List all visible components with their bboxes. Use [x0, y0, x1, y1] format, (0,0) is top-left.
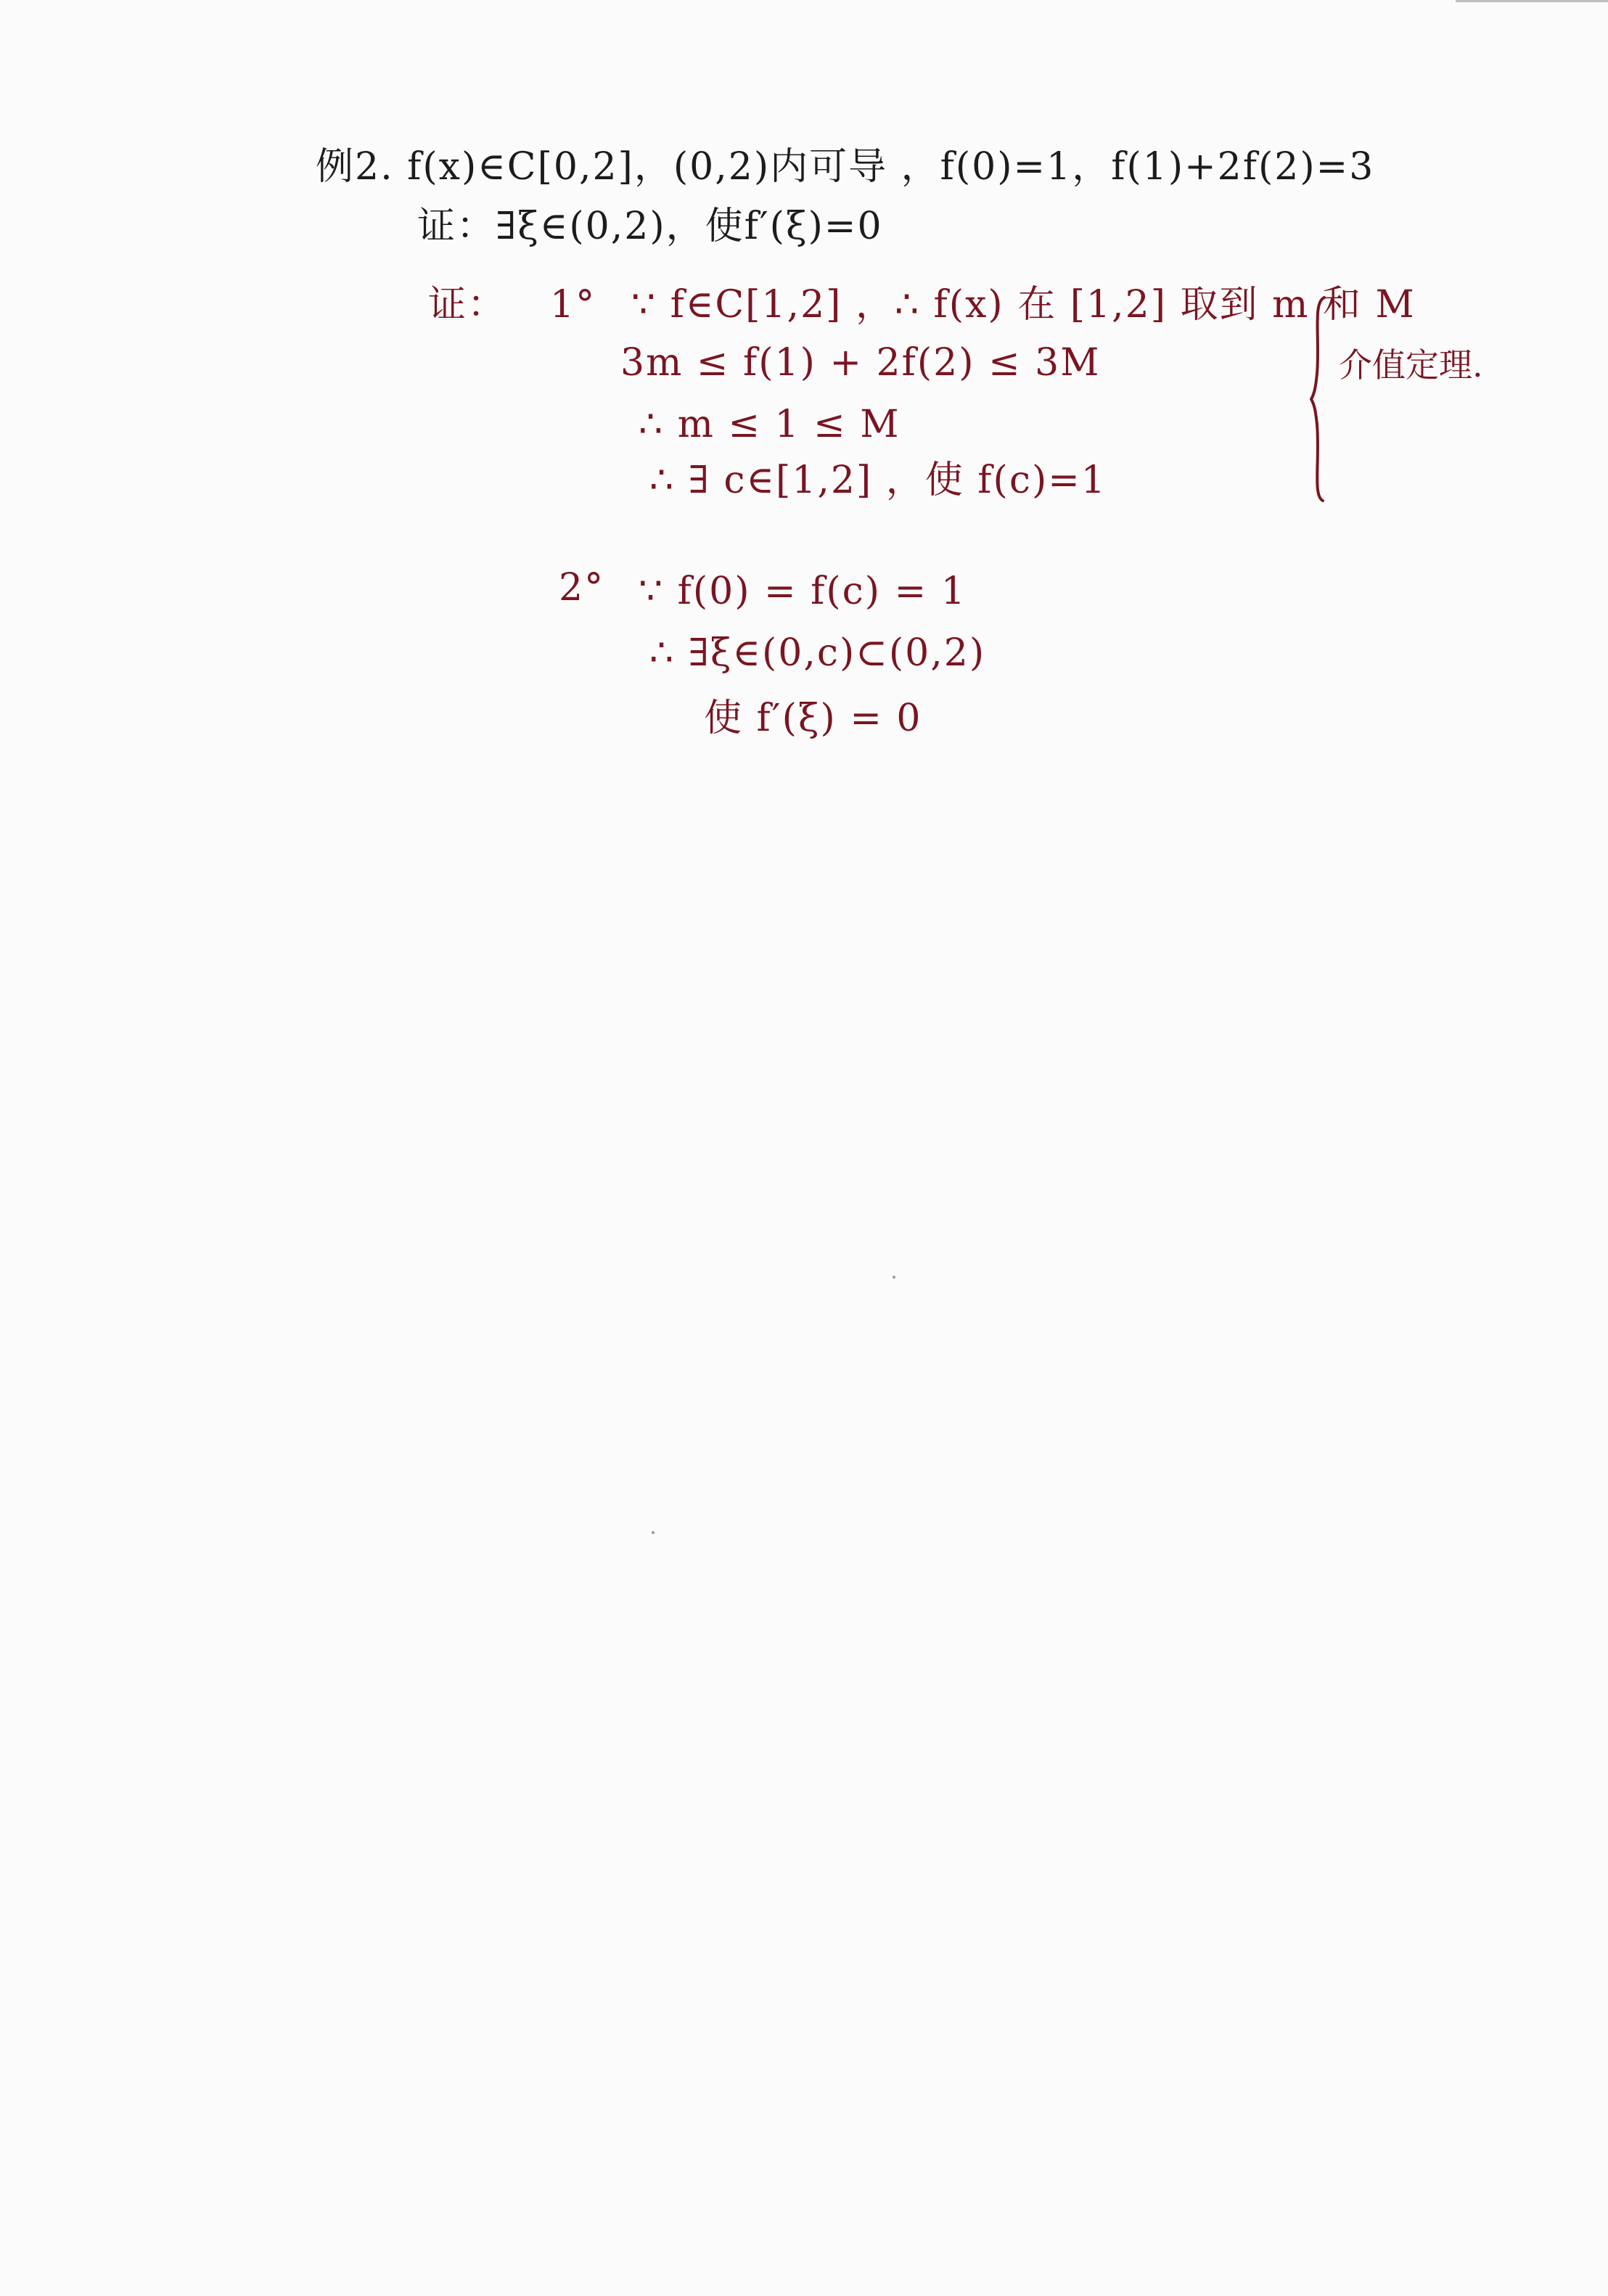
scan-speck: [652, 1531, 655, 1534]
step-2-line-2: ∴ ∃ξ∈(0,c)⊂(0,2): [649, 631, 986, 675]
step-1-line-2: 3m ≤ f(1) + 2f(2) ≤ 3M: [620, 341, 1101, 385]
step-1-line-3: ∴ m ≤ 1 ≤ M: [639, 403, 901, 446]
paper-edge: [1456, 0, 1608, 2]
curly-brace-icon: [1310, 294, 1339, 504]
annotation-intermediate-value-theorem: 介值定理.: [1339, 345, 1483, 385]
scan-speck: [893, 1276, 895, 1279]
step-1-line-4: ∴ ∃ c∈[1,2] ，使 f(c)=1: [649, 459, 1107, 502]
step-1-marker: 1°: [550, 283, 596, 327]
step-1-line-1: ∵ f∈C[1,2] ，∴ f(x) 在 [1,2] 取到 m 和 M: [631, 283, 1416, 327]
problem-statement-line-2: 证：∃ξ∈(0,2)，使f′(ξ)=0: [417, 205, 883, 248]
step-2-marker: 2°: [559, 566, 605, 610]
step-2-line-1: ∵ f(0) = f(c) = 1: [639, 570, 967, 613]
proof-label: 证：: [428, 283, 507, 327]
problem-statement-line-1: 例2. f(x)∈C[0,2]，(0,2)内可导 ，f(0)=1，f(1)+2f(2)=3: [316, 145, 1375, 189]
step-2-line-3: 使 f′(ξ) = 0: [704, 697, 922, 740]
